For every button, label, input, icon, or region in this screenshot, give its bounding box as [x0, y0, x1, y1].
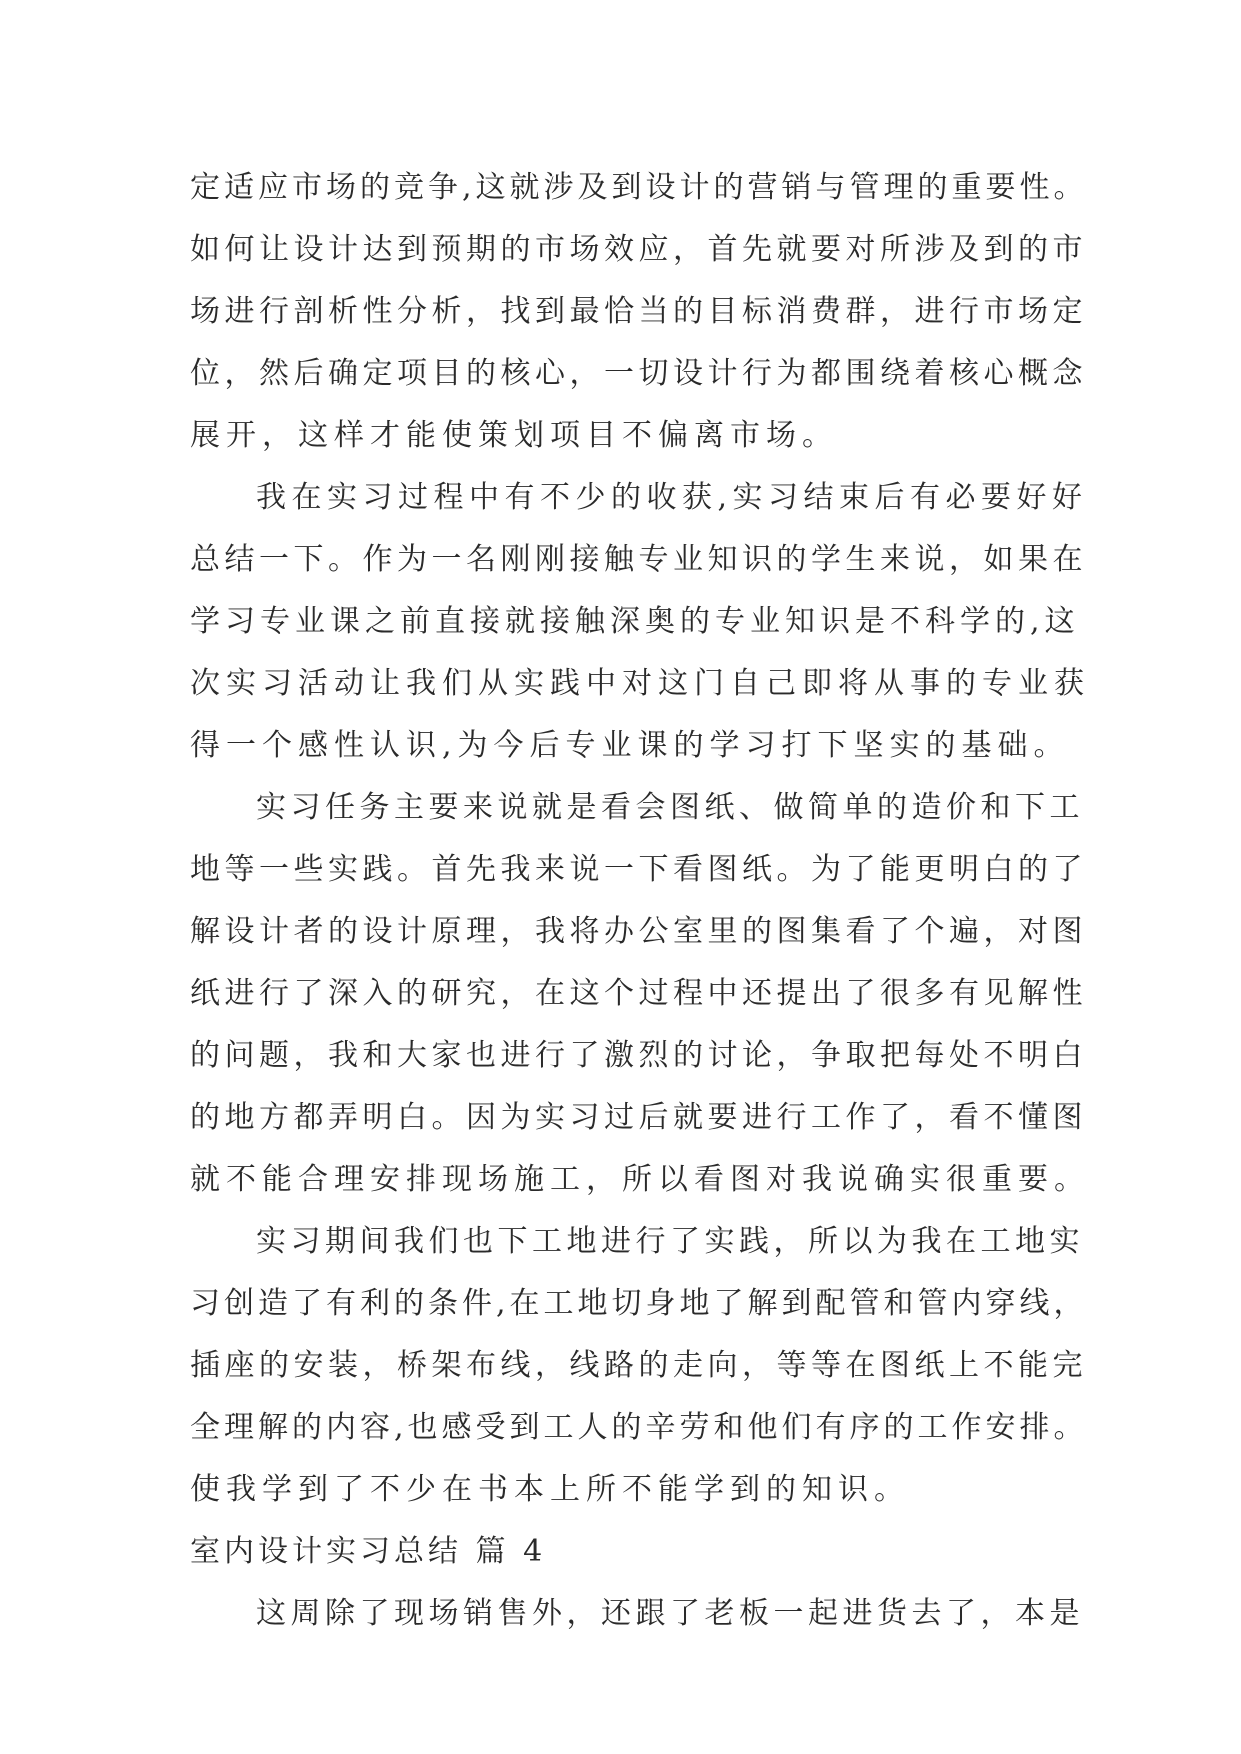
text-line: 解设计者的设计原理，我将办公室里的图集看了个遍，对图 — [190, 914, 1087, 949]
text-line: 展开，这样才能使策划项目不偏离市场。 — [190, 418, 838, 453]
section-heading: 室内设计实习总结 篇 4 — [190, 1534, 547, 1569]
text-line: 次实习活动让我们从实践中对这门自己即将从事的专业获 — [190, 666, 1090, 701]
text-line: 学习专业课之前直接就接触深奥的专业知识是不科学的,这 — [190, 604, 1080, 639]
text-line: 插座的安装，桥架布线，线路的走向，等等在图纸上不能完 — [190, 1348, 1087, 1383]
text-line: 全理解的内容,也感受到工人的辛劳和他们有序的工作安排。 — [190, 1410, 1088, 1445]
text-line: 纸进行了深入的研究，在这个过程中还提出了很多有见解性 — [190, 976, 1087, 1011]
text-line: 习创造了有利的条件,在工地切身地了解到配管和管内穿线， — [190, 1286, 1088, 1321]
text-line: 就不能合理安排现场施工，所以看图对我说确实很重要。 — [190, 1162, 1090, 1197]
paragraph-first-line: 实习期间我们也下工地进行了实践，所以为我在工地实 — [256, 1224, 1084, 1259]
text-line: 使我学到了不少在书本上所不能学到的知识。 — [190, 1472, 910, 1507]
text-line: 总结一下。作为一名刚刚接触专业知识的学生来说，如果在 — [190, 542, 1087, 577]
text-line: 地等一些实践。首先我来说一下看图纸。为了能更明白的了 — [190, 852, 1087, 887]
text-line: 场进行剖析性分析，找到最恰当的目标消费群，进行市场定 — [190, 294, 1087, 329]
text-line: 如何让设计达到预期的市场效应，首先就要对所涉及到的市 — [190, 232, 1087, 267]
text-line: 的地方都弄明白。因为实习过后就要进行工作了，看不懂图 — [190, 1100, 1087, 1135]
text-line: 定适应市场的竞争,这就涉及到设计的营销与管理的重要性。 — [190, 170, 1088, 205]
text-line: 得一个感性认识,为今后专业课的学习打下坚实的基础。 — [190, 728, 1070, 763]
paragraph-first-line: 实习任务主要来说就是看会图纸、做简单的造价和下工 — [256, 790, 1084, 825]
document-body — [190, 157, 1090, 1645]
text-line: 的问题，我和大家也进行了激烈的讨论，争取把每处不明白 — [190, 1038, 1087, 1073]
paragraph-first-line: 我在实习过程中有不少的收获,实习结束后有必要好好 — [256, 480, 1088, 515]
paragraph-first-line: 这周除了现场销售外，还跟了老板一起进货去了，本是 — [256, 1596, 1084, 1631]
text-line: 位，然后确定项目的核心，一切设计行为都围绕着核心概念 — [190, 356, 1087, 391]
